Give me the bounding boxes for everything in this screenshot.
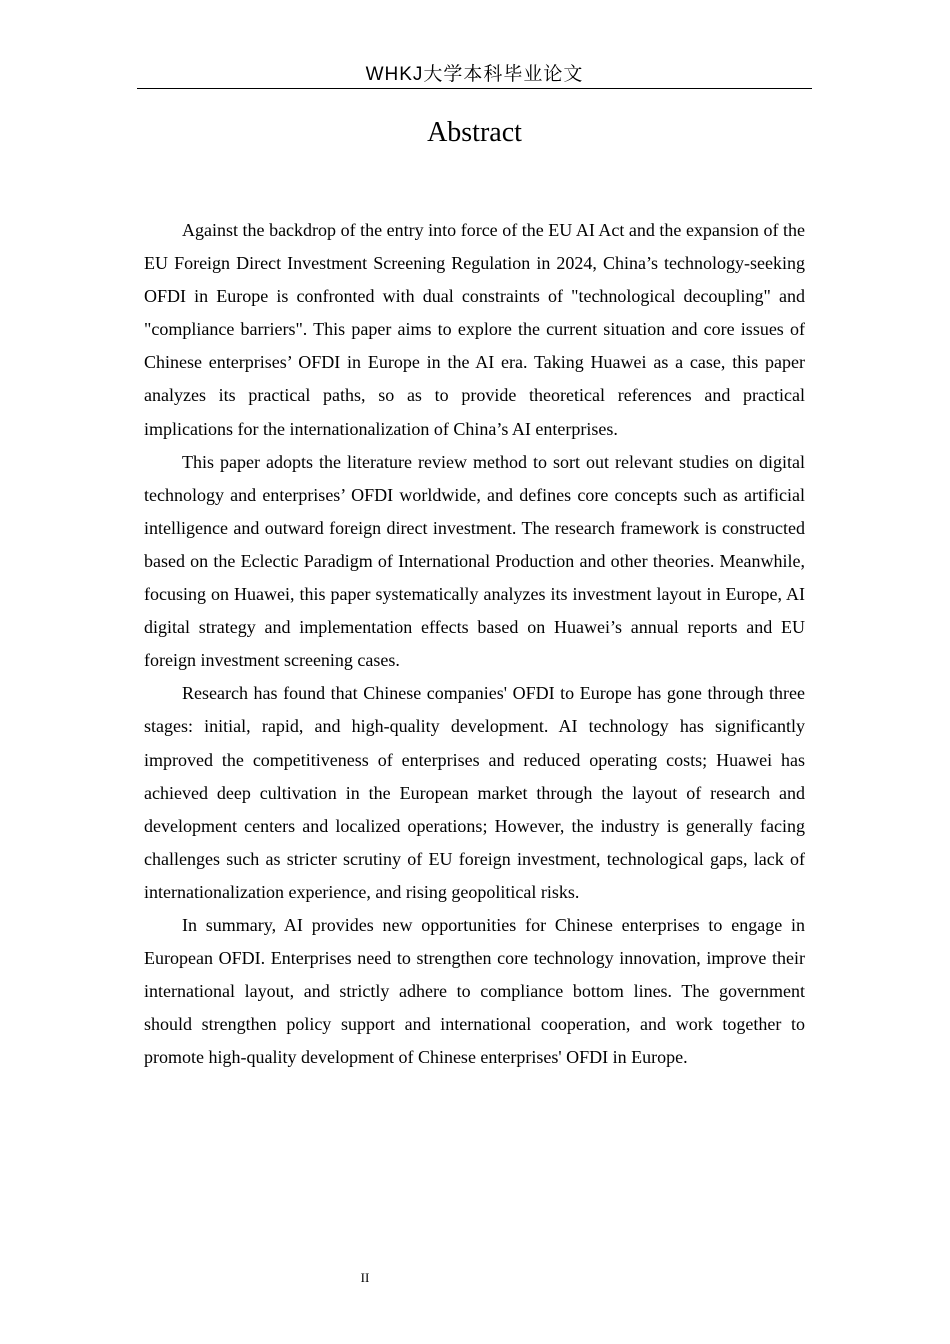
abstract-paragraph: Research has found that Chinese companies' OFDI to Europe has gone through three stages: initial, rapid, and high-quality development. AI technology has significantly improved the competitiveness of enterprises and reduced operating costs; Huawei has achieved deep cultivation in the European market through the layout of research and development centers and localized operations; However, the industry is generally facing challenges such as stricter scrutiny of EU foreign investment, technological gaps, lack of internationalization experience, and rising geopolitical risks. <box>144 683 805 902</box>
abstract-paragraph: Against the backdrop of the entry into force of the EU AI Act and the expansion of the EU Foreign Direct Investment Screening Regulation in 2024, China’s technology-seeking OFDI in Europe is confronted with dual constraints of "technological decoupling" and "compliance barriers". This paper aims to explore the current situation and core issues of Chinese enterprises’ OFDI in Europe in the AI era. Taking Huawei as a case, this paper analyzes its practical paths, so as to provide theoretical references and practical implications for the internationalization of China’s AI enterprises. <box>144 220 805 439</box>
page-header: WHKJ大学本科毕业论文 <box>365 64 584 85</box>
header-divider <box>137 88 812 89</box>
page-number: II <box>360 1270 370 1285</box>
abstract-title: Abstract <box>427 117 522 148</box>
abstract-paragraph: This paper adopts the literature review method to sort out relevant studies on digital technology and enterprises’ OFDI worldwide, and defines core concepts such as artificial intelligence and outward foreign direct investment. The research framework is constructed based on the Eclectic Paradigm of International Production and other theories. Meanwhile, focusing on Huawei, this paper systematically analyzes its investment layout in Europe, AI digital strategy and implementation effects based on Huawei’s annual reports and EU foreign investment screening cases. <box>144 451 805 671</box>
abstract-body <box>144 214 805 1074</box>
abstract-paragraph: In summary, AI provides new opportunities for Chinese enterprises to engage in European OFDI. Enterprises need to strengthen core technology innovation, improve their international layout, and strictly adhere to compliance bottom lines. The government should strengthen policy support and international cooperation, and work together to promote high-quality development of Chinese enterprises' OFDI in Europe. <box>144 914 805 1068</box>
